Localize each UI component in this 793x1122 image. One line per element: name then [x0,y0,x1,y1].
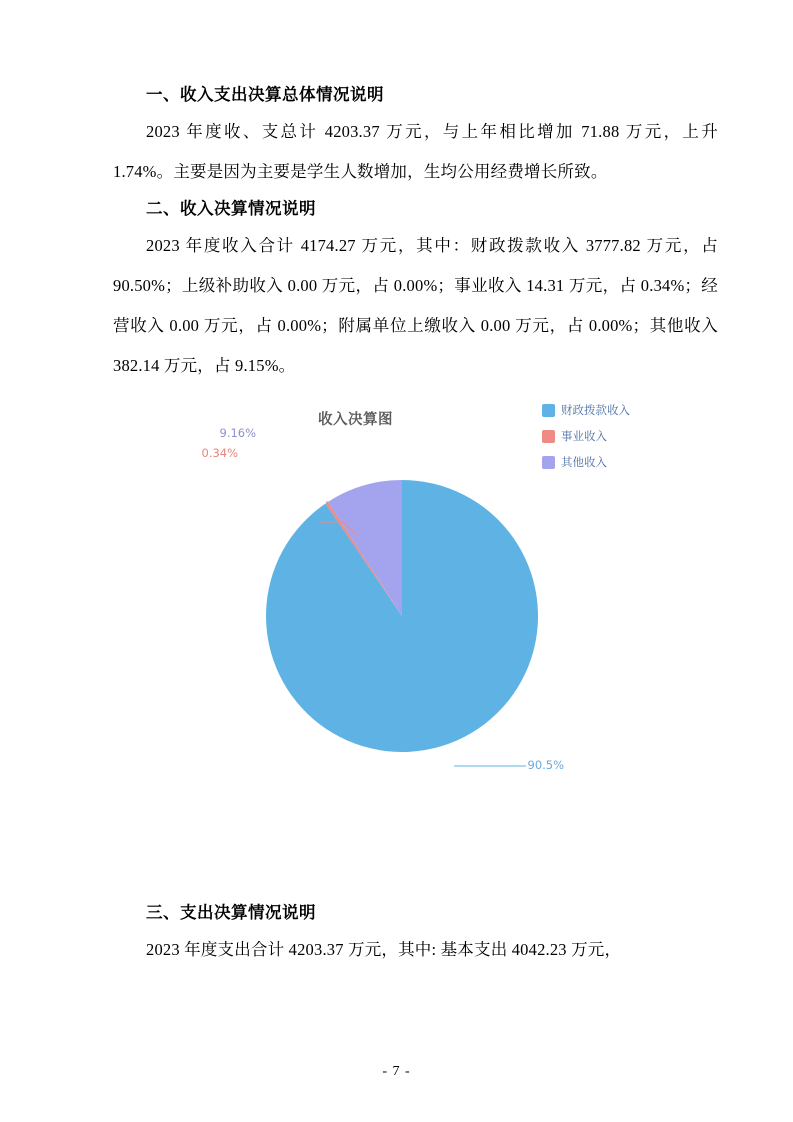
legend-item-label: 事业收入 [561,429,607,443]
pie-graphic [201,426,566,780]
pie-value-label-caizheng: 90.5% [527,758,565,772]
chart-bottom-spacer [113,838,718,896]
legend-swatch-icon [542,404,555,417]
section-paragraph-3: 2023 年度支出合计 4203.37 万元，其中: 基本支出 4042.23 万元， [146,940,622,959]
legend-item-label: 其他收入 [561,455,607,469]
leader-line-shiye [320,522,359,536]
legend-item-0 [542,402,630,418]
section-paragraph-2: 2023 年度收入合计 4174.27 万元，其中：财政拨款收入 3777.82 万元，占 90.50%；上级补助收入 0.00 万元，占 0.00%；事业收入 14.31 万元，占 0.34%；经营收入 0.00 万元，占 0.00%；附属单位上缴收入 0.00 万元，占 0.00%；其他收入 382.14 万元，占 9.15%。 [113,236,718,375]
legend-item-label: 财政拨款收入 [561,403,630,417]
section-heading-1: 一、收入支出决算总体情况说明 [146,85,384,104]
income-pie-chart [113,403,718,838]
pie-leader-lines [154,436,574,816]
chart-title: 收入决算图 [318,412,393,428]
page-number: - 7 - [382,1064,411,1079]
section-heading-3: 三、支出决算情况说明 [146,903,316,922]
pie-value-label-qita: 9.16% [219,426,257,440]
section-paragraph-1: 2023 年度收、支总计 4203.37 万元，与上年相比增加 71.88 万元，上升 1.74%。主要是因为主要是学生人数增加，生均公用经费增长所致。 [113,122,718,181]
pie-value-label-shiye: 0.34% [201,446,239,460]
section-heading-2: 二、收入决算情况说明 [146,199,316,218]
